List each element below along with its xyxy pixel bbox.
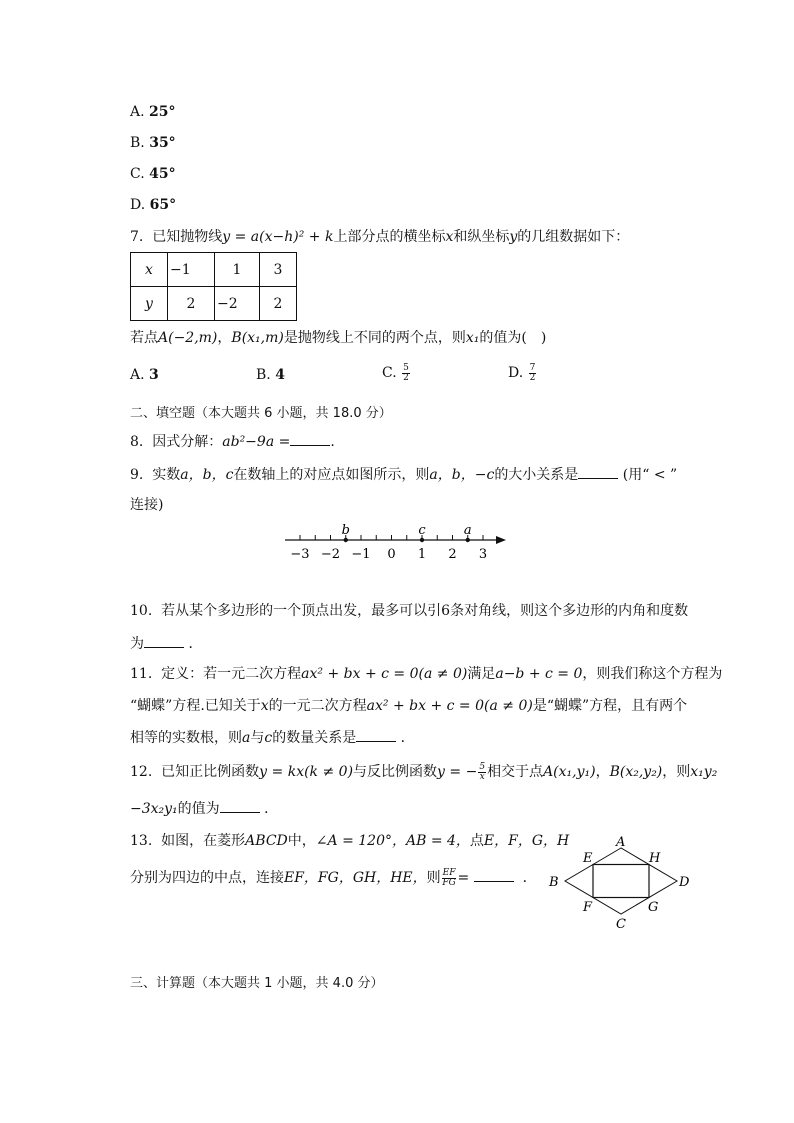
table-row: [131, 253, 297, 287]
table-row: [131, 287, 297, 321]
section-3-title: 三、计算题（本大题共 1 小题，共 4.0 分）: [130, 976, 384, 991]
point-c: [420, 538, 424, 542]
label-c: C: [616, 917, 626, 932]
axis-tick-label: 3: [478, 547, 488, 562]
q7-data-table: [130, 252, 297, 321]
axis-tick-label: 0: [387, 547, 396, 562]
q7-option-d: D. $\frac{7}{2}$: [508, 362, 536, 383]
label-g: G: [648, 900, 659, 915]
table-cell: −1: [168, 253, 215, 287]
table-cell: 2: [260, 287, 297, 321]
q7-option-b: B. 4: [256, 367, 285, 383]
rhombus-figure: [540, 830, 700, 935]
q7-option-a: A. 3: [130, 367, 159, 383]
q7-option-c: C. $\frac{5}{2}$: [382, 362, 409, 383]
point-a: [466, 538, 470, 542]
axis-tick-label: −3: [290, 547, 310, 562]
q12-line2: −3x₂y₁的值为 ．: [130, 798, 278, 819]
table-cell: −2: [215, 287, 260, 321]
number-line-arrow: [496, 536, 506, 544]
q9-line2: 连接): [130, 497, 164, 513]
table-cell: x: [131, 253, 168, 287]
rectangle-efgh: [593, 865, 649, 898]
label-e: E: [583, 851, 593, 866]
q7-condition: 若点A(−2,m)，B(x₁,m)是抛物线上不同的两个点，则x₁的值为( ): [130, 330, 547, 346]
q13-line1: 13. 如图，在菱形ABCD中，∠A = 120°，AB = 4，点E，F，G，H: [130, 833, 570, 849]
q11-line3: 相等的实数根，则a与c的数量关系是 ．: [130, 727, 415, 748]
q13-line2: 分别为四边的中点，连接EF，FG，GH，HE，则 $\frac{EF}{FG}$ = ．: [130, 867, 537, 888]
table-cell: 2: [168, 287, 215, 321]
section-2-title: 二、填空题（本大题共 6 小题，共 18.0 分）: [130, 406, 392, 421]
label-f: F: [583, 900, 593, 915]
point-label-c: c: [418, 523, 426, 538]
table-cell: y: [131, 287, 168, 321]
axis-tick-label: 2: [448, 547, 457, 562]
q9-line1: 9. 实数a，b，c在数轴上的对应点如图所示，则a，b，−c的大小关系是 (用“ < ”: [130, 464, 677, 485]
q6-option-b: B. 35°: [130, 135, 176, 151]
q6-option-d: D. 65°: [130, 197, 177, 213]
answer-blank[interactable]: [356, 727, 396, 742]
axis-tick-label: 1: [417, 547, 427, 562]
point-b: [344, 538, 348, 542]
q11-line2: “蝴蝶”方程.已知关于x的一元二次方程ax² + bx + c = 0(a ≠ 0)是“蝴蝶”方程，且有两个: [130, 698, 688, 714]
q6-option-c: C. 45°: [130, 166, 176, 182]
table-cell: 1: [215, 253, 260, 287]
q10-line1: 10. 若从某个多边形的一个顶点出发，最多可以引6条对角线，则这个多边形的内角和度数: [130, 603, 689, 619]
axis-tick-label: −1: [351, 547, 371, 562]
label-h: H: [649, 851, 661, 866]
label-d: D: [679, 875, 690, 890]
number-line-figure: [280, 518, 510, 566]
q6-option-a: A. 25°: [130, 104, 176, 120]
point-label-b: b: [341, 523, 350, 538]
axis-tick-label: −2: [320, 547, 341, 562]
answer-blank[interactable]: [220, 798, 260, 813]
q8: 8. 因式分解：ab²−9a = .: [130, 431, 335, 452]
table-cell: 3: [260, 253, 297, 287]
q10-line2: 为 ．: [130, 633, 202, 654]
answer-blank[interactable]: [290, 431, 330, 446]
label-b: B: [549, 875, 559, 890]
answer-blank[interactable]: [144, 633, 184, 648]
answer-blank[interactable]: [578, 464, 618, 479]
point-label-a: a: [463, 523, 472, 538]
q7-stem: 7. 已知抛物线y = a(x−h)² + k上部分点的横坐标x和纵坐标y的几组数据如下：: [130, 229, 630, 245]
q12-line1: 12. 已知正比例函数y = kx(k ≠ 0)与反比例函数y = − $\frac{5}{x}$ 相交于点A(x₁,y₁)，B(x₂,y₂)，则x₁y₂: [130, 761, 718, 782]
q11-line1: 11. 定义：若一元二次方程ax² + bx + c = 0(a ≠ 0)满足a−b + c = 0，则我们称这个方程为: [130, 666, 723, 682]
label-a: A: [616, 835, 626, 850]
answer-blank[interactable]: [474, 867, 514, 882]
